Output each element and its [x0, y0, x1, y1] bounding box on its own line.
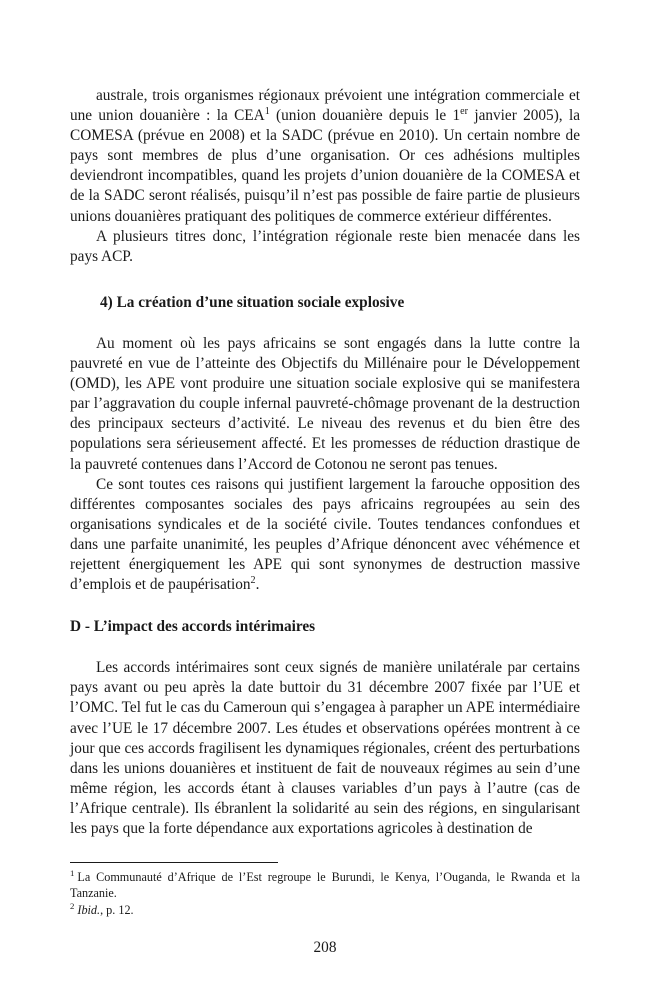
footnote-2: [70, 902, 580, 918]
paragraph-1-part-2: (union douanière depuis le 1: [269, 107, 461, 125]
footnote-2-italic: Ibid.: [77, 902, 101, 917]
footnote-separator-rule: [70, 862, 278, 863]
footnote-ref-2[interactable]: 2: [250, 574, 256, 586]
spacer-after-heading-d: [70, 637, 580, 658]
paragraph-1-part-1: australe, trois organismes régionaux prévoient une intégration commerciale et une union douanière : la CEA: [70, 87, 580, 125]
paragraph-3: Au moment où les pays africains se sont engagés dans la lutte contre la pauvreté en vue de l’atteinte des Objectifs du Millénaire pour le Développement (OMD), les APE vont produire une situation sociale explosive qui se manifestera par l’aggravation du couple infernal pauvreté-chômage provenant de la destruction des principaux secteurs d’activité. Le niveau des revenus et du bien être des populations sera sérieusement affecté. Et les promesses de réduction drastique de la pauvreté contenues dans l’Accord de Cotonou ne seront pas tenues.: [70, 334, 580, 473]
paragraph-4: [70, 475, 580, 596]
paragraph-continuation: [70, 86, 580, 227]
paragraph-5: Les accords intérimaires sont ceux signés de manière unilatérale par certains pays avant ou peu après la date buttoir du 31 décembre 2007 fixée par l’UE et l’OMC. Tel fut le cas du Cameroun qui s’engagea à parapher un APE intermédiaire avec l’UE le 17 décembre 2007. Les études et observations opérées montrent à ce jour que ces accords fragilisent les dynamiques régionales, créent des perturbations dans les unions douanières et instituent de fait de nouveaux régimes au sein d’une même région, les accords étant à clauses variables d’un pays à l’autre (cas de l’Afrique centrale). Ils ébranlent la solidarité au sein des régions, en singularisant les pays que la forte dépendance aux exportations agricoles à destination de: [70, 659, 580, 837]
section-heading-d: D - L’impact des accords intérimaires: [70, 618, 316, 636]
spacer-after-heading-4: [70, 313, 580, 334]
paragraph-2: A plusieurs titres donc, l’intégration régionale reste bien menacée dans les pays ACP.: [70, 227, 580, 265]
footnote-2-marker: 2: [70, 900, 75, 911]
footnote-2-text: , p. 12.: [100, 902, 134, 917]
page-number: 208: [313, 939, 337, 956]
paragraph-1-part-3: janvier 2005), la COMESA (prévue en 2008) et la SADC (prévue en 2010). Un certain nombre de pays sont membres de plus d’une organisation. Or ces adhésions multiples deviendront incompatibles, quand les projets d’union douanière de la COMESA et de la SADC seront réalisés, puisqu’il n’est pas possible de faire partie de plusieurs unions douanières pratiquant des politiques de commerce extérieur différentes.: [70, 107, 580, 225]
paragraph-4-part-1: Ce sont toutes ces raisons qui justifient largement la farouche opposition des différentes composantes sociales des pays africains regroupées au sein des organisations syndicales et de la société civile. Toutes tendances confondues et dans une parfaite unanimité, les peuples d’Afrique dénoncent avec véhémence et rejettent énergiquement les APE qui sont synonymes de destruction massive d’emplois et de paupérisation: [70, 475, 580, 594]
footnote-1: [70, 869, 580, 902]
footnote-1-marker: 1: [70, 867, 75, 878]
paragraph-4-part-2: .: [255, 576, 260, 594]
footnote-ref-1[interactable]: 1: [264, 106, 270, 117]
ordinal-suffix-er: er: [460, 106, 469, 117]
footnotes-area: [70, 862, 580, 918]
section-heading-4: 4) La création d’une situation sociale explosive: [100, 293, 405, 311]
page-body-content: [70, 86, 580, 839]
footnote-1-text: La Communauté d’Afrique de l’Est regroupe le Burundi, le Kenya, l’Ouganda, le Rwanda et la Tanzanie.: [70, 870, 580, 901]
